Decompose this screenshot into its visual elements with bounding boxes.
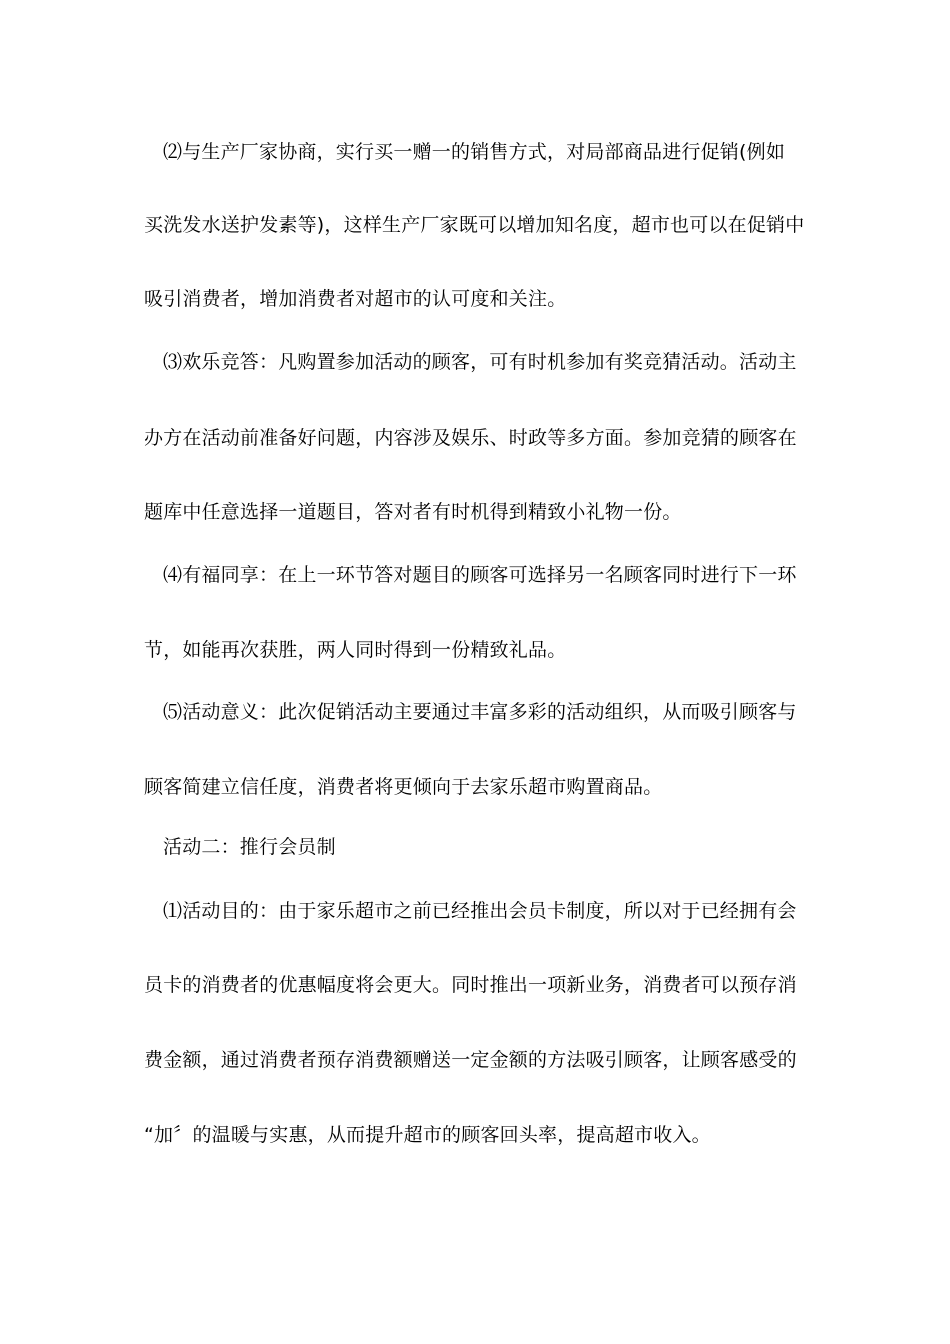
paragraph-6-line-1: ⑴活动目的：由于家乐超市之前已经推出会员卡制度，所以对于已经拥有会 bbox=[163, 900, 797, 922]
paragraph-2-line-1: ⑵与生产厂家协商，实行买一赠一的销售方式，对局部商品进行促销(例如 bbox=[163, 141, 786, 163]
paragraph-6-line-3: 费金额，通过消费者预存消费额赠送一定金额的方法吸引顾客，让顾客感受的 bbox=[144, 1049, 797, 1071]
paragraph-3-line-2: 办方在活动前准备好问题，内容涉及娱乐、时政等多方面。参加竞猜的顾客在 bbox=[144, 427, 797, 449]
paragraph-4-line-1: ⑷有福同享：在上一环节答对题目的顾客可选择另一名顾客同时进行下一环 bbox=[163, 564, 797, 586]
paragraph-5-line-2: 顾客简建立信任度，消费者将更倾向于去家乐超市购置商品。 bbox=[144, 776, 663, 798]
paragraph-5-line-1: ⑸活动意义：此次促销活动主要通过丰富多彩的活动组织，从而吸引顾客与 bbox=[163, 701, 797, 723]
paragraph-3-line-1: ⑶欢乐竞答：凡购置参加活动的顾客，可有时机参加有奖竞猜活动。活动主 bbox=[163, 351, 797, 373]
paragraph-6-line-2: 员卡的消费者的优惠幅度将会更大。同时推出一项新业务，消费者可以预存消 bbox=[144, 974, 797, 996]
paragraph-4-line-2: 节，如能再次获胜，两人同时得到一份精致礼品。 bbox=[144, 639, 567, 661]
paragraph-2-line-2: 买洗发水送护发素等)，这样生产厂家既可以增加知名度，超市也可以在促销中 bbox=[144, 214, 805, 236]
section-heading: 活动二：推行会员制 bbox=[163, 836, 336, 858]
paragraph-2-line-3: 吸引消费者，增加消费者对超市的认可度和关注。 bbox=[144, 288, 567, 310]
paragraph-3-line-3: 题库中任意选择一道题目，答对者有时机得到精致小礼物一份。 bbox=[144, 501, 682, 523]
paragraph-6-line-4: “加〞的温暖与实惠，从而提升超市的顾客回头率，提高超市收入。 bbox=[144, 1124, 711, 1146]
